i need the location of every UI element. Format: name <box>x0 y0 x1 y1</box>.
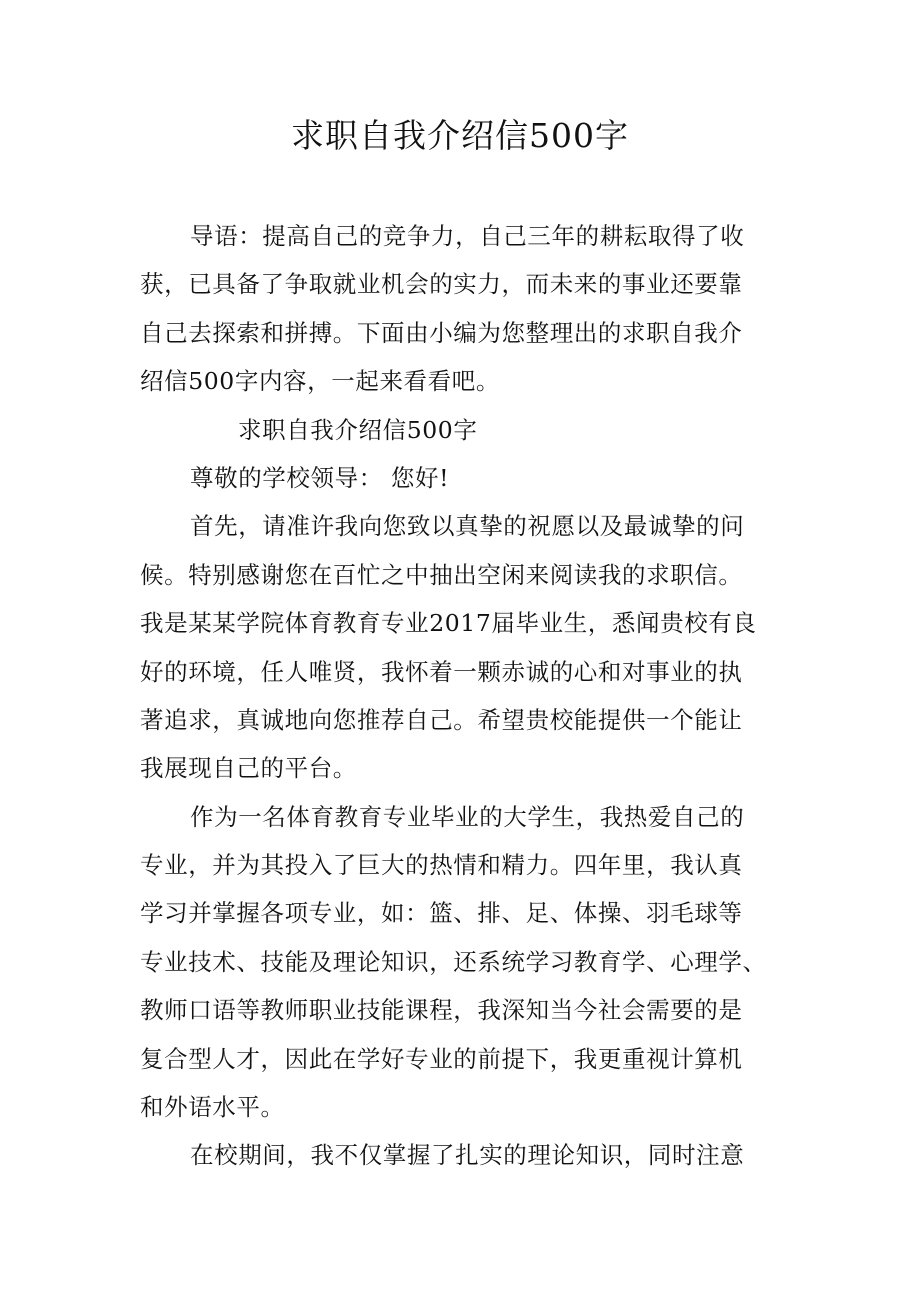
document-body <box>140 212 780 1180</box>
text-line: 候。特别感谢您在百忙之中抽出空闲来阅读我的求职信。 <box>140 560 743 589</box>
text-line: 尊敬的学校领导： 您好! <box>190 463 450 492</box>
text-line: 自己去探索和拼搏。下面由小编为您整理出的求职自我介 <box>140 318 743 347</box>
text-line: 复合型人才，因此在学好专业的前提下，我更重视计算机 <box>140 1044 743 1073</box>
text-line: 和外语水平。 <box>140 1093 285 1122</box>
text-line: 首先，请准许我向您致以真挚的祝愿以及最诚挚的问 <box>190 512 745 541</box>
text-line: 学习并掌握各项专业，如：篮、排、足、体操、羽毛球等 <box>140 899 743 928</box>
text-line: 教师口语等教师职业技能课程，我深知当今社会需要的是 <box>140 996 743 1025</box>
text-line: 我展现自己的平台。 <box>140 754 357 783</box>
document-title: 求职自我介绍信500字 <box>291 116 629 155</box>
text-line: 导语：提高自己的竞争力，自己三年的耕耘取得了收 <box>190 222 745 250</box>
text-line: 求职自我介绍信500字 <box>238 415 478 444</box>
text-line: 著追求，真诚地向您推荐自己。希望贵校能提供一个能让 <box>140 705 743 734</box>
text-line: 在校期间，我不仅掌握了扎实的理论知识，同时注意 <box>190 1141 745 1170</box>
text-line: 我是某某学院体育教育专业2017届毕业生，悉闻贵校有良 <box>140 609 757 638</box>
text-line: 绍信500字内容，一起来看看吧。 <box>140 367 500 396</box>
text-line: 作为一名体育教育专业毕业的大学生，我热爱自己的 <box>190 802 745 831</box>
text-line: 获，已具备了争取就业机会的实力，而未来的事业还要靠 <box>140 270 743 299</box>
text-line: 好的环境，任人唯贤，我怀着一颗赤诚的心和对事业的执 <box>140 657 743 686</box>
text-line: 专业，并为其投入了巨大的热情和精力。四年里，我认真 <box>140 851 743 880</box>
text-line: 专业技术、技能及理论知识，还系统学习教育学、心理学、 <box>140 947 767 976</box>
